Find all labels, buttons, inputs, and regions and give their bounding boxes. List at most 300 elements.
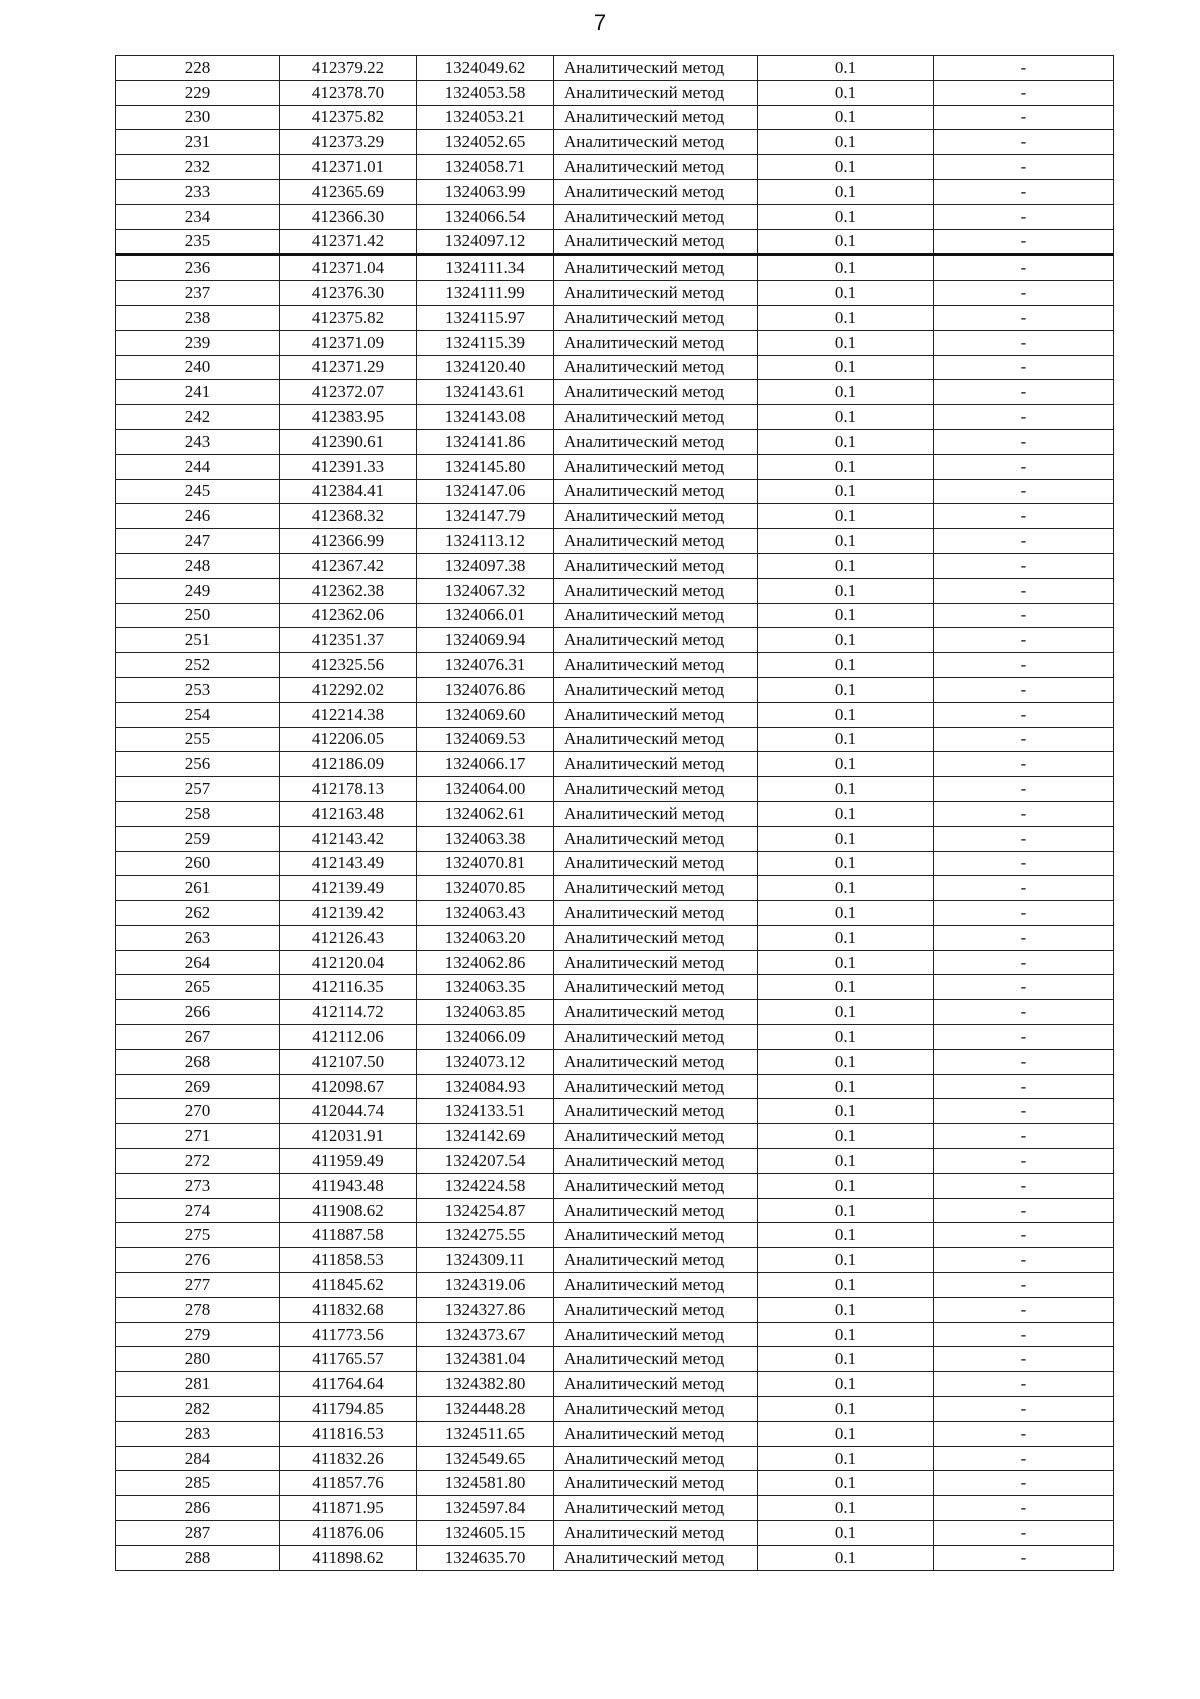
- method-cell: Аналитический метод: [554, 281, 758, 306]
- method-cell: Аналитический метод: [554, 405, 758, 430]
- method-cell: Аналитический метод: [554, 305, 758, 330]
- method-cell: Аналитический метод: [554, 1397, 758, 1422]
- y-coordinate-cell: 1324113.12: [417, 529, 554, 554]
- x-coordinate-cell: 412391.33: [280, 454, 417, 479]
- note-cell: -: [934, 330, 1114, 355]
- accuracy-cell: 0.1: [758, 1248, 934, 1273]
- x-coordinate-cell: 412371.42: [280, 229, 417, 255]
- note-cell: -: [934, 1446, 1114, 1471]
- point-number-cell: 246: [116, 504, 280, 529]
- note-cell: -: [934, 405, 1114, 430]
- method-cell: Аналитический метод: [554, 1198, 758, 1223]
- accuracy-cell: 0.1: [758, 702, 934, 727]
- note-cell: -: [934, 204, 1114, 229]
- accuracy-cell: 0.1: [758, 1421, 934, 1446]
- method-cell: Аналитический метод: [554, 1025, 758, 1050]
- note-cell: -: [934, 1049, 1114, 1074]
- note-cell: -: [934, 702, 1114, 727]
- accuracy-cell: 0.1: [758, 553, 934, 578]
- table-row: [116, 826, 1114, 851]
- y-coordinate-cell: 1324549.65: [417, 1446, 554, 1471]
- point-number-cell: 240: [116, 355, 280, 380]
- table-row: [116, 255, 1114, 281]
- table-row: [116, 1223, 1114, 1248]
- point-number-cell: 255: [116, 727, 280, 752]
- method-cell: Аналитический метод: [554, 504, 758, 529]
- y-coordinate-cell: 1324147.79: [417, 504, 554, 529]
- accuracy-cell: 0.1: [758, 1347, 934, 1372]
- note-cell: -: [934, 529, 1114, 554]
- point-number-cell: 281: [116, 1372, 280, 1397]
- page-number: 7: [593, 10, 607, 35]
- accuracy-cell: 0.1: [758, 752, 934, 777]
- x-coordinate-cell: 412098.67: [280, 1074, 417, 1099]
- method-cell: Аналитический метод: [554, 553, 758, 578]
- method-cell: Аналитический метод: [554, 653, 758, 678]
- method-cell: Аналитический метод: [554, 1049, 758, 1074]
- note-cell: -: [934, 1124, 1114, 1149]
- method-cell: Аналитический метод: [554, 1149, 758, 1174]
- point-number-cell: 256: [116, 752, 280, 777]
- y-coordinate-cell: 1324207.54: [417, 1149, 554, 1174]
- method-cell: Аналитический метод: [554, 752, 758, 777]
- x-coordinate-cell: 412375.82: [280, 105, 417, 130]
- point-number-cell: 243: [116, 429, 280, 454]
- method-cell: Аналитический метод: [554, 229, 758, 255]
- table-row: [116, 1198, 1114, 1223]
- note-cell: -: [934, 578, 1114, 603]
- y-coordinate-cell: 1324063.85: [417, 1000, 554, 1025]
- table-row: [116, 1471, 1114, 1496]
- table-row: [116, 405, 1114, 430]
- method-cell: Аналитический метод: [554, 355, 758, 380]
- y-coordinate-cell: 1324319.06: [417, 1273, 554, 1298]
- y-coordinate-cell: 1324382.80: [417, 1372, 554, 1397]
- table-row: [116, 752, 1114, 777]
- x-coordinate-cell: 412325.56: [280, 653, 417, 678]
- method-cell: Аналитический метод: [554, 130, 758, 155]
- y-coordinate-cell: 1324097.12: [417, 229, 554, 255]
- table-row: [116, 1496, 1114, 1521]
- point-number-cell: 275: [116, 1223, 280, 1248]
- y-coordinate-cell: 1324635.70: [417, 1545, 554, 1570]
- x-coordinate-cell: 412390.61: [280, 429, 417, 454]
- point-number-cell: 259: [116, 826, 280, 851]
- y-coordinate-cell: 1324063.35: [417, 975, 554, 1000]
- y-coordinate-cell: 1324076.31: [417, 653, 554, 678]
- point-number-cell: 251: [116, 628, 280, 653]
- note-cell: -: [934, 801, 1114, 826]
- table-row: [116, 851, 1114, 876]
- point-number-cell: 231: [116, 130, 280, 155]
- y-coordinate-cell: 1324511.65: [417, 1421, 554, 1446]
- accuracy-cell: 0.1: [758, 1124, 934, 1149]
- method-cell: Аналитический метод: [554, 876, 758, 901]
- table-row: [116, 578, 1114, 603]
- y-coordinate-cell: 1324070.85: [417, 876, 554, 901]
- note-cell: -: [934, 1198, 1114, 1223]
- x-coordinate-cell: 412143.49: [280, 851, 417, 876]
- point-number-cell: 242: [116, 405, 280, 430]
- method-cell: Аналитический метод: [554, 727, 758, 752]
- table-row: [116, 204, 1114, 229]
- note-cell: -: [934, 380, 1114, 405]
- table-row: [116, 950, 1114, 975]
- note-cell: -: [934, 454, 1114, 479]
- y-coordinate-cell: 1324066.01: [417, 603, 554, 628]
- method-cell: Аналитический метод: [554, 1124, 758, 1149]
- method-cell: Аналитический метод: [554, 603, 758, 628]
- point-number-cell: 247: [116, 529, 280, 554]
- accuracy-cell: 0.1: [758, 330, 934, 355]
- method-cell: Аналитический метод: [554, 1347, 758, 1372]
- accuracy-cell: 0.1: [758, 1545, 934, 1570]
- note-cell: -: [934, 1322, 1114, 1347]
- method-cell: Аналитический метод: [554, 1521, 758, 1546]
- point-number-cell: 287: [116, 1521, 280, 1546]
- note-cell: -: [934, 1000, 1114, 1025]
- y-coordinate-cell: 1324063.20: [417, 925, 554, 950]
- accuracy-cell: 0.1: [758, 1471, 934, 1496]
- y-coordinate-cell: 1324064.00: [417, 777, 554, 802]
- y-coordinate-cell: 1324327.86: [417, 1297, 554, 1322]
- table-row: [116, 1000, 1114, 1025]
- x-coordinate-cell: 411908.62: [280, 1198, 417, 1223]
- table-row: [116, 155, 1114, 180]
- y-coordinate-cell: 1324053.21: [417, 105, 554, 130]
- accuracy-cell: 0.1: [758, 380, 934, 405]
- y-coordinate-cell: 1324063.38: [417, 826, 554, 851]
- table-row: [116, 130, 1114, 155]
- x-coordinate-cell: 412366.99: [280, 529, 417, 554]
- accuracy-cell: 0.1: [758, 1496, 934, 1521]
- table-row: [116, 1149, 1114, 1174]
- note-cell: -: [934, 355, 1114, 380]
- accuracy-cell: 0.1: [758, 826, 934, 851]
- table-row: [116, 1545, 1114, 1570]
- note-cell: -: [934, 1297, 1114, 1322]
- x-coordinate-cell: 412375.82: [280, 305, 417, 330]
- x-coordinate-cell: 411794.85: [280, 1397, 417, 1422]
- x-coordinate-cell: 412143.42: [280, 826, 417, 851]
- table-row: [116, 901, 1114, 926]
- point-number-cell: 233: [116, 179, 280, 204]
- method-cell: Аналитический метод: [554, 777, 758, 802]
- note-cell: -: [934, 752, 1114, 777]
- y-coordinate-cell: 1324605.15: [417, 1521, 554, 1546]
- y-coordinate-cell: 1324143.08: [417, 405, 554, 430]
- x-coordinate-cell: 412366.30: [280, 204, 417, 229]
- note-cell: -: [934, 851, 1114, 876]
- note-cell: -: [934, 105, 1114, 130]
- x-coordinate-cell: 412367.42: [280, 553, 417, 578]
- point-number-cell: 248: [116, 553, 280, 578]
- x-coordinate-cell: 411876.06: [280, 1521, 417, 1546]
- x-coordinate-cell: 412206.05: [280, 727, 417, 752]
- accuracy-cell: 0.1: [758, 1322, 934, 1347]
- y-coordinate-cell: 1324254.87: [417, 1198, 554, 1223]
- accuracy-cell: 0.1: [758, 255, 934, 281]
- table-row: [116, 677, 1114, 702]
- point-number-cell: 277: [116, 1273, 280, 1298]
- y-coordinate-cell: 1324063.43: [417, 901, 554, 926]
- table-row: [116, 925, 1114, 950]
- method-cell: Аналитический метод: [554, 1421, 758, 1446]
- table-row: [116, 801, 1114, 826]
- x-coordinate-cell: 411943.48: [280, 1173, 417, 1198]
- table-row: [116, 1173, 1114, 1198]
- x-coordinate-cell: 412371.29: [280, 355, 417, 380]
- accuracy-cell: 0.1: [758, 1198, 934, 1223]
- x-coordinate-cell: 412139.42: [280, 901, 417, 926]
- x-coordinate-cell: 411816.53: [280, 1421, 417, 1446]
- method-cell: Аналитический метод: [554, 1248, 758, 1273]
- note-cell: -: [934, 1248, 1114, 1273]
- note-cell: -: [934, 80, 1114, 105]
- accuracy-cell: 0.1: [758, 727, 934, 752]
- x-coordinate-cell: 411857.76: [280, 1471, 417, 1496]
- x-coordinate-cell: 412112.06: [280, 1025, 417, 1050]
- accuracy-cell: 0.1: [758, 529, 934, 554]
- method-cell: Аналитический метод: [554, 950, 758, 975]
- table-row: [116, 355, 1114, 380]
- table-row: [116, 1025, 1114, 1050]
- note-cell: -: [934, 553, 1114, 578]
- note-cell: -: [934, 1074, 1114, 1099]
- y-coordinate-cell: 1324141.86: [417, 429, 554, 454]
- note-cell: -: [934, 727, 1114, 752]
- method-cell: Аналитический метод: [554, 1099, 758, 1124]
- accuracy-cell: 0.1: [758, 204, 934, 229]
- y-coordinate-cell: 1324448.28: [417, 1397, 554, 1422]
- point-number-cell: 276: [116, 1248, 280, 1273]
- x-coordinate-cell: 412186.09: [280, 752, 417, 777]
- y-coordinate-cell: 1324058.71: [417, 155, 554, 180]
- note-cell: -: [934, 975, 1114, 1000]
- method-cell: Аналитический метод: [554, 578, 758, 603]
- table-row: [116, 777, 1114, 802]
- x-coordinate-cell: 412178.13: [280, 777, 417, 802]
- point-number-cell: 288: [116, 1545, 280, 1570]
- note-cell: -: [934, 777, 1114, 802]
- table-row: [116, 553, 1114, 578]
- y-coordinate-cell: 1324069.53: [417, 727, 554, 752]
- point-number-cell: 282: [116, 1397, 280, 1422]
- accuracy-cell: 0.1: [758, 1099, 934, 1124]
- x-coordinate-cell: 411845.62: [280, 1273, 417, 1298]
- method-cell: Аналитический метод: [554, 330, 758, 355]
- y-coordinate-cell: 1324062.61: [417, 801, 554, 826]
- y-coordinate-cell: 1324143.61: [417, 380, 554, 405]
- method-cell: Аналитический метод: [554, 1297, 758, 1322]
- table-row: [116, 975, 1114, 1000]
- note-cell: -: [934, 950, 1114, 975]
- point-number-cell: 284: [116, 1446, 280, 1471]
- y-coordinate-cell: 1324309.11: [417, 1248, 554, 1273]
- accuracy-cell: 0.1: [758, 1000, 934, 1025]
- x-coordinate-cell: 411832.68: [280, 1297, 417, 1322]
- point-number-cell: 232: [116, 155, 280, 180]
- accuracy-cell: 0.1: [758, 179, 934, 204]
- point-number-cell: 228: [116, 56, 280, 81]
- accuracy-cell: 0.1: [758, 801, 934, 826]
- method-cell: Аналитический метод: [554, 56, 758, 81]
- y-coordinate-cell: 1324224.58: [417, 1173, 554, 1198]
- table-row: [116, 628, 1114, 653]
- accuracy-cell: 0.1: [758, 578, 934, 603]
- point-number-cell: 239: [116, 330, 280, 355]
- point-number-cell: 253: [116, 677, 280, 702]
- table-row: [116, 1049, 1114, 1074]
- x-coordinate-cell: 412031.91: [280, 1124, 417, 1149]
- point-number-cell: 263: [116, 925, 280, 950]
- table-row: [116, 305, 1114, 330]
- note-cell: -: [934, 826, 1114, 851]
- table-row: [116, 1347, 1114, 1372]
- accuracy-cell: 0.1: [758, 1446, 934, 1471]
- table-row: [116, 330, 1114, 355]
- accuracy-cell: 0.1: [758, 1025, 934, 1050]
- note-cell: -: [934, 479, 1114, 504]
- y-coordinate-cell: 1324115.97: [417, 305, 554, 330]
- point-number-cell: 234: [116, 204, 280, 229]
- note-cell: -: [934, 1099, 1114, 1124]
- table-row: [116, 179, 1114, 204]
- accuracy-cell: 0.1: [758, 1173, 934, 1198]
- method-cell: Аналитический метод: [554, 702, 758, 727]
- method-cell: Аналитический метод: [554, 826, 758, 851]
- point-number-cell: 230: [116, 105, 280, 130]
- y-coordinate-cell: 1324052.65: [417, 130, 554, 155]
- method-cell: Аналитический метод: [554, 628, 758, 653]
- note-cell: -: [934, 130, 1114, 155]
- x-coordinate-cell: 412372.07: [280, 380, 417, 405]
- table-row: [116, 1446, 1114, 1471]
- accuracy-cell: 0.1: [758, 479, 934, 504]
- accuracy-cell: 0.1: [758, 405, 934, 430]
- method-cell: Аналитический метод: [554, 479, 758, 504]
- table-row: [116, 56, 1114, 81]
- x-coordinate-cell: 412107.50: [280, 1049, 417, 1074]
- y-coordinate-cell: 1324053.58: [417, 80, 554, 105]
- note-cell: -: [934, 56, 1114, 81]
- x-coordinate-cell: 412120.04: [280, 950, 417, 975]
- accuracy-cell: 0.1: [758, 80, 934, 105]
- point-number-cell: 235: [116, 229, 280, 255]
- y-coordinate-cell: 1324373.67: [417, 1322, 554, 1347]
- x-coordinate-cell: 412383.95: [280, 405, 417, 430]
- method-cell: Аналитический метод: [554, 1273, 758, 1298]
- note-cell: -: [934, 1025, 1114, 1050]
- accuracy-cell: 0.1: [758, 603, 934, 628]
- method-cell: Аналитический метод: [554, 1471, 758, 1496]
- table-row: [116, 1099, 1114, 1124]
- accuracy-cell: 0.1: [758, 851, 934, 876]
- accuracy-cell: 0.1: [758, 454, 934, 479]
- note-cell: -: [934, 1372, 1114, 1397]
- y-coordinate-cell: 1324145.80: [417, 454, 554, 479]
- note-cell: -: [934, 179, 1114, 204]
- accuracy-cell: 0.1: [758, 975, 934, 1000]
- point-number-cell: 271: [116, 1124, 280, 1149]
- note-cell: -: [934, 1521, 1114, 1546]
- x-coordinate-cell: 412163.48: [280, 801, 417, 826]
- y-coordinate-cell: 1324115.39: [417, 330, 554, 355]
- point-number-cell: 254: [116, 702, 280, 727]
- x-coordinate-cell: 412292.02: [280, 677, 417, 702]
- x-coordinate-cell: 412378.70: [280, 80, 417, 105]
- x-coordinate-cell: 412139.49: [280, 876, 417, 901]
- y-coordinate-cell: 1324142.69: [417, 1124, 554, 1149]
- point-number-cell: 262: [116, 901, 280, 926]
- y-coordinate-cell: 1324066.17: [417, 752, 554, 777]
- point-number-cell: 268: [116, 1049, 280, 1074]
- table-row: [116, 429, 1114, 454]
- table-row: [116, 876, 1114, 901]
- point-number-cell: 244: [116, 454, 280, 479]
- point-number-cell: 286: [116, 1496, 280, 1521]
- note-cell: -: [934, 876, 1114, 901]
- table-row: [116, 479, 1114, 504]
- point-number-cell: 272: [116, 1149, 280, 1174]
- table-row: [116, 454, 1114, 479]
- accuracy-cell: 0.1: [758, 429, 934, 454]
- y-coordinate-cell: 1324069.60: [417, 702, 554, 727]
- accuracy-cell: 0.1: [758, 504, 934, 529]
- x-coordinate-cell: 411898.62: [280, 1545, 417, 1570]
- note-cell: -: [934, 1149, 1114, 1174]
- y-coordinate-cell: 1324381.04: [417, 1347, 554, 1372]
- method-cell: Аналитический метод: [554, 677, 758, 702]
- method-cell: Аналитический метод: [554, 155, 758, 180]
- x-coordinate-cell: 412384.41: [280, 479, 417, 504]
- accuracy-cell: 0.1: [758, 1297, 934, 1322]
- table-row: [116, 1124, 1114, 1149]
- note-cell: -: [934, 1545, 1114, 1570]
- y-coordinate-cell: 1324066.54: [417, 204, 554, 229]
- y-coordinate-cell: 1324111.34: [417, 255, 554, 281]
- point-number-cell: 229: [116, 80, 280, 105]
- y-coordinate-cell: 1324597.84: [417, 1496, 554, 1521]
- y-coordinate-cell: 1324581.80: [417, 1471, 554, 1496]
- x-coordinate-cell: 411765.57: [280, 1347, 417, 1372]
- note-cell: -: [934, 1397, 1114, 1422]
- point-number-cell: 238: [116, 305, 280, 330]
- note-cell: -: [934, 1421, 1114, 1446]
- point-number-cell: 236: [116, 255, 280, 281]
- x-coordinate-cell: 412371.04: [280, 255, 417, 281]
- table-row: [116, 80, 1114, 105]
- table-row: [116, 702, 1114, 727]
- method-cell: Аналитический метод: [554, 901, 758, 926]
- note-cell: -: [934, 155, 1114, 180]
- accuracy-cell: 0.1: [758, 677, 934, 702]
- point-number-cell: 260: [116, 851, 280, 876]
- method-cell: Аналитический метод: [554, 529, 758, 554]
- note-cell: -: [934, 429, 1114, 454]
- method-cell: Аналитический метод: [554, 851, 758, 876]
- y-coordinate-cell: 1324063.99: [417, 179, 554, 204]
- point-number-cell: 250: [116, 603, 280, 628]
- accuracy-cell: 0.1: [758, 1149, 934, 1174]
- x-coordinate-cell: 411871.95: [280, 1496, 417, 1521]
- accuracy-cell: 0.1: [758, 1273, 934, 1298]
- method-cell: Аналитический метод: [554, 1545, 758, 1570]
- table-row: [116, 105, 1114, 130]
- table-row: [116, 529, 1114, 554]
- method-cell: Аналитический метод: [554, 975, 758, 1000]
- point-number-cell: 265: [116, 975, 280, 1000]
